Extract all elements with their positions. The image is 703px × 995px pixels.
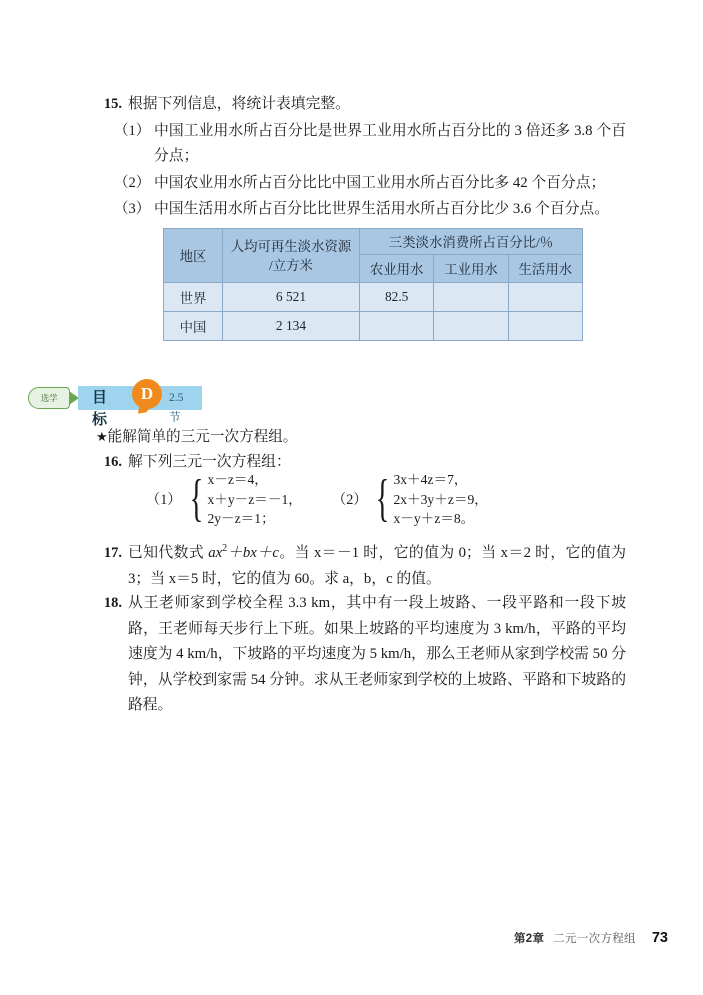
row-china-domestic xyxy=(508,312,582,341)
objective-line xyxy=(96,426,297,448)
subitem-2-text: 中国农业用水所占百分比比中国工业用水所占百分比多 42 个百分点； xyxy=(154,174,606,191)
statistics-table xyxy=(163,228,583,341)
header-group: 三类淡水消费所占百分比/％ xyxy=(360,229,583,255)
elective-tag: 选学 xyxy=(28,387,70,409)
exercise-15-number: 15. xyxy=(103,96,122,112)
row-china-per-capita: 2 134 xyxy=(223,312,360,341)
header-per-capita xyxy=(223,229,360,283)
subitem-1-text: 中国工业用水所占百分比是世界工业用水所占百分比的 3 倍还多 3.8 个百分点； xyxy=(154,122,626,164)
row-world-domestic xyxy=(508,283,582,312)
header-region: 地区 xyxy=(164,229,223,283)
equation-system-1: （1） { x－z＝4， x＋y－z＝－1， 2y－z＝1； xyxy=(146,470,302,528)
equation-system-2: （2） { 3x＋4z＝7， 2x＋3y＋z＝9， x－y＋z＝8。 xyxy=(332,470,488,528)
table-row xyxy=(164,283,583,312)
header-sub-industry: 工业用水 xyxy=(434,255,508,283)
header-per-capita-unit: /立方米 xyxy=(269,257,313,273)
subitem-1-label: （1） xyxy=(114,122,151,139)
system-2-eq-3: x－y＋z＝8。 xyxy=(393,511,475,526)
exercise-17-text xyxy=(128,541,626,592)
objective-text: 能解简单的三元一次方程组。 xyxy=(107,429,298,445)
row-china-industry xyxy=(434,312,508,341)
row-china-agriculture xyxy=(360,312,434,341)
exercise-18 xyxy=(96,591,626,719)
footer-page-number: 73 xyxy=(651,930,668,946)
system-2-eq-2: 2x＋3y＋z＝9， xyxy=(393,491,488,507)
table-body xyxy=(164,283,583,341)
system-2-label: （2） xyxy=(332,492,368,509)
exercise-15-subitem-3 xyxy=(114,197,626,223)
exercise-15 xyxy=(96,92,626,223)
exercise-16-number: 16. xyxy=(103,454,122,470)
system-1-equations xyxy=(207,470,301,529)
row-world-per-capita: 6 521 xyxy=(223,283,360,312)
goal-badge-d: D xyxy=(132,379,162,409)
ex17-expr-rest: ＋bx＋c xyxy=(227,545,279,561)
system-1-eq-3: 2y－z＝1； xyxy=(207,511,275,526)
exercise-17-number: 17. xyxy=(103,545,122,561)
ex17-line2: 当 x＝5 时，它的值为 60。求 a，b，c 的值。 xyxy=(150,570,441,587)
goal-section-number: 2.5 节 xyxy=(169,392,184,424)
table-header xyxy=(164,229,583,283)
row-world-industry xyxy=(434,283,508,312)
star-icon: ★ xyxy=(96,429,108,444)
exercise-18-number: 18. xyxy=(103,595,122,611)
table-row xyxy=(164,312,583,341)
exercise-17 xyxy=(96,541,626,592)
header-sub-agriculture: 农业用水 xyxy=(360,255,434,283)
ex17-part-c: 。当 x＝－1 时，它的值为 0；当 x＝2 时，它的值为 3； xyxy=(128,545,626,587)
row-world-agriculture: 82.5 xyxy=(360,283,434,312)
ex17-exponent: 2 xyxy=(222,543,228,555)
exercise-15-subitem-1 xyxy=(114,119,626,170)
row-world-region: 世界 xyxy=(164,283,223,312)
ex17-part-a: 已知代数式 xyxy=(128,545,209,561)
exercise-15-subitem-2 xyxy=(114,171,626,197)
system-1-label: （1） xyxy=(146,492,182,509)
header-per-capita-main: 人均可再生淡水资源 xyxy=(230,238,352,254)
header-sub-domestic: 生活用水 xyxy=(508,255,582,283)
subitem-3-text: 中国生活用水所占百分比比世界生活用水所占百分比少 3.6 个百分点。 xyxy=(154,201,610,217)
exercise-15-stem: 根据下列信息，将统计表填完整。 xyxy=(128,96,350,112)
table-header-row-1 xyxy=(164,229,583,255)
equation-systems-row xyxy=(96,470,626,532)
row-china-region: 中国 xyxy=(164,312,223,341)
subitem-3-label: （3） xyxy=(114,201,151,217)
exercise-16-stem: 解下列三元一次方程组： xyxy=(128,454,291,470)
footer-chapter-name: 二元一次方程组 xyxy=(553,933,636,945)
subitem-2-label: （2） xyxy=(114,174,151,191)
system-2-equations xyxy=(393,470,487,529)
ex17-expr: ax xyxy=(208,545,223,561)
system-1-eq-1: x－z＝4， xyxy=(207,472,268,487)
system-1-eq-2: x＋y－z＝－1， xyxy=(207,491,302,507)
goal-label: 目标 xyxy=(92,390,109,428)
exercise-18-text: 从王老师家到学校全程 3.3 km，其中有一段上坡路、一段平路和一段下坡路，王老师每天步行上下班。如果上坡路的平均速度为 3 km/h，平路的平均速度为 4 km/h，下坡路的平均速度为 5 km/h，那么王老师从家到学校需 50 分钟，从学校到家需 54 分钟。求从王老师家到学校的上坡路、平路和下坡路的路程。 xyxy=(128,595,626,713)
page-footer xyxy=(0,930,668,946)
footer-chapter: 第2章 xyxy=(513,933,545,945)
system-2-eq-1: 3x＋4z＝7， xyxy=(393,472,468,487)
